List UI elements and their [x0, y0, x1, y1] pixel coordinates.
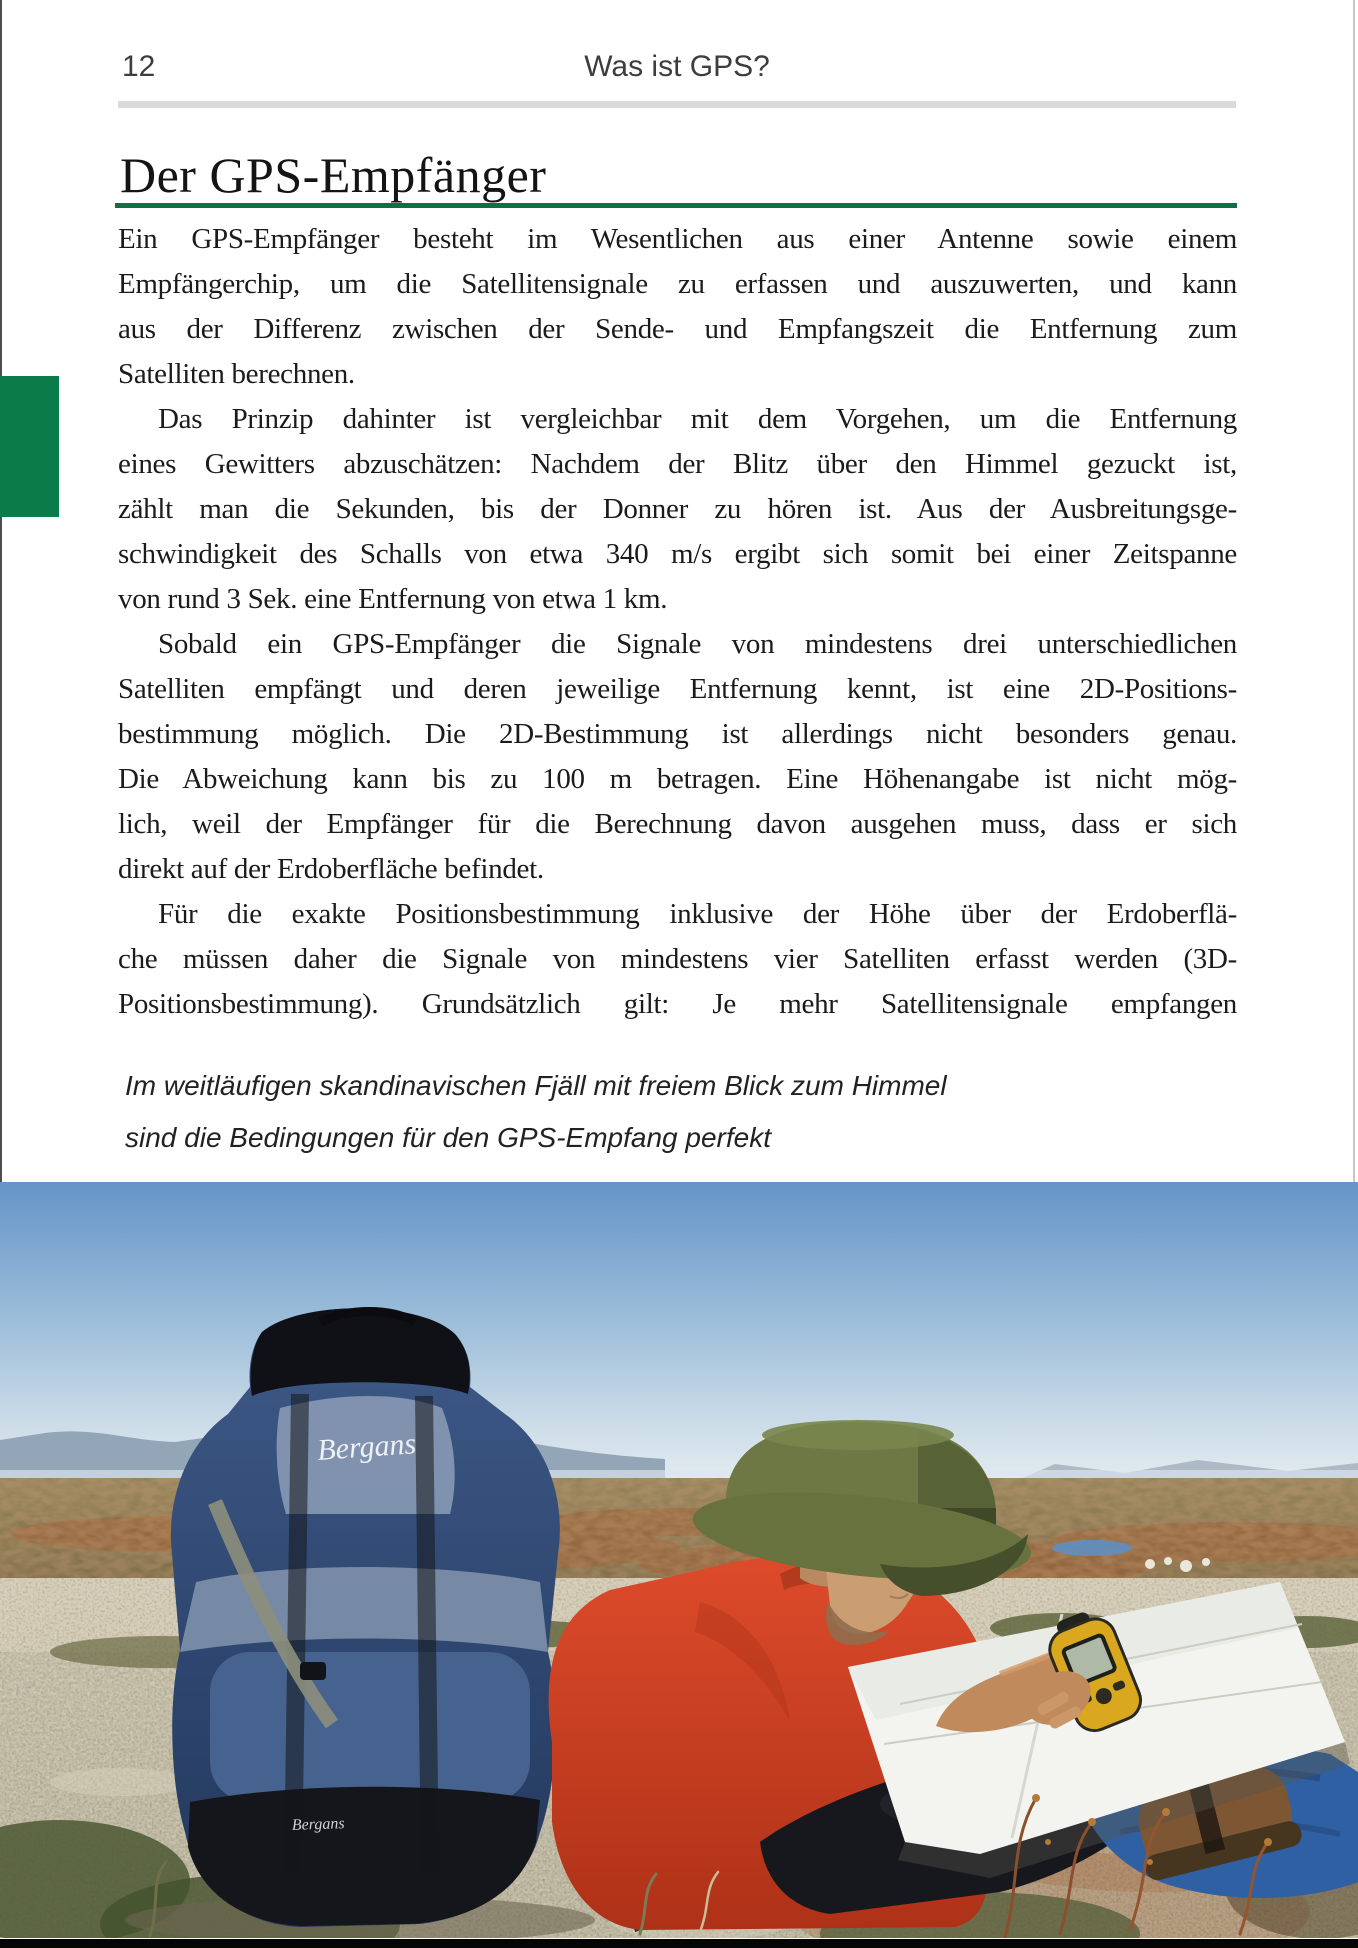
backpack-buckle	[300, 1662, 326, 1680]
chapter-thumb-tab	[0, 376, 59, 517]
header-rule	[118, 101, 1236, 108]
caption-line: sind die Bedingungen für den GPS-Empfang perfekt	[125, 1122, 771, 1153]
body-line: schwindigkeit des Schalls von etwa 340 m/s ergibt sich somit bei einer Zeitspanne	[118, 538, 1237, 570]
backpack-lower-pocket	[210, 1652, 530, 1802]
body-line: Ein GPS-Empfänger besteht im Wesentlichen aus einer Antenne sowie einem	[118, 223, 1237, 255]
backpack-brand-patch: Bergans	[291, 1815, 345, 1834]
backpack-strap-right	[424, 1396, 430, 1872]
running-header-title: Was ist GPS?	[584, 50, 770, 83]
photo-caption	[125, 1060, 1235, 1164]
photo-scene	[0, 1182, 1358, 1938]
running-header	[118, 50, 1236, 90]
body-line: Positionsbestimmung). Grundsätzlich gilt: Je mehr Satellitensignale empfangen	[118, 988, 1237, 1020]
body-text	[118, 217, 1237, 1027]
hat-top-seam	[762, 1420, 954, 1450]
body-line: Das Prinzip dahinter ist vergleichbar mit dem Vorgehen, um die Entfernung	[158, 403, 1237, 435]
body-line: Sobald ein GPS-Empfänger die Signale von mindestens drei unterschiedlichen	[158, 628, 1237, 660]
body-line: Für die exakte Positionsbestimmung inklusive der Höhe über der Erdoberflä-	[158, 898, 1237, 930]
page-right-edge	[1353, 0, 1355, 1182]
body-line: bestimmung möglich. Die 2D-Bestimmung ist allerdings nicht besonders genau.	[118, 718, 1237, 750]
body-line: Die Abweichung kann bis zu 100 m betragen. Eine Höhenangabe ist nicht mög-	[118, 763, 1237, 795]
small-lake	[1052, 1540, 1132, 1556]
backpack-brand-logo: Bergans	[316, 1427, 418, 1467]
photo	[0, 1182, 1358, 1938]
body-line: lich, weil der Empfänger für die Berechnung davon ausgehen muss, dass er sich	[118, 808, 1237, 840]
page-left-edge	[0, 0, 2, 1182]
body-line: Satelliten empfängt und deren jeweilige Entfernung kennt, ist eine 2D-Positions-	[118, 673, 1237, 705]
page-bottom-edge	[0, 1939, 1358, 1948]
page-number: 12	[122, 50, 156, 83]
body-line: aus der Differenz zwischen der Sende- und Empfangszeit die Entfernung zum	[118, 313, 1237, 345]
body-line: eines Gewitters abzuschätzen: Nachdem der Blitz über den Himmel gezuckt ist,	[118, 448, 1237, 480]
caption-line: Im weitläufigen skandinavischen Fjäll mit freiem Blick zum Himmel	[125, 1070, 947, 1101]
body-line: Empfängerchip, um die Satellitensignale zu erfassen und auszuwerten, und kann	[118, 268, 1237, 300]
body-line: von rund 3 Sek. eine Entfernung von etwa 1 km.	[118, 583, 668, 615]
body-line: direkt auf der Erdoberfläche befindet.	[118, 853, 544, 885]
backpack-strap-left	[293, 1394, 300, 1872]
body-line: che müssen daher die Signale von mindestens vier Satelliten erfasst werden (3D-	[118, 943, 1237, 975]
body-line: Satelliten berechnen.	[118, 358, 355, 390]
section-title-rule	[115, 203, 1237, 208]
section-title: Der GPS-Empfänger	[120, 147, 547, 203]
body-line: zählt man die Sekunden, bis der Donner zu hören ist. Aus der Ausbreitungsge-	[118, 493, 1237, 525]
